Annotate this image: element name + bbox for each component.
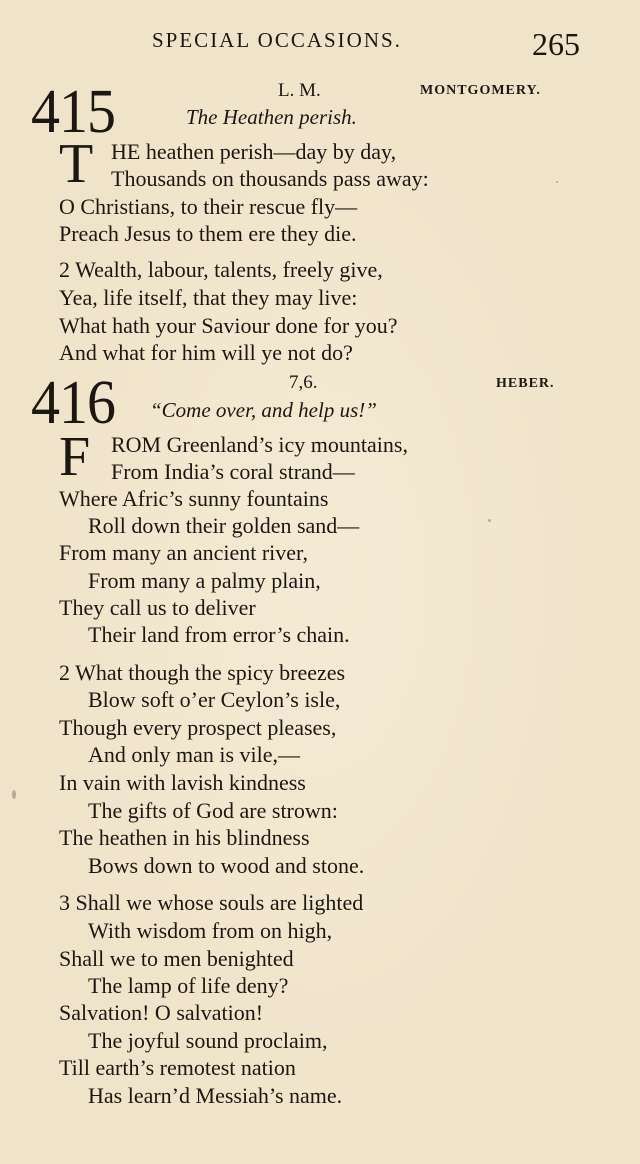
verse-line: Blow soft o’er Ceylon’s isle, <box>88 687 341 712</box>
hymn-title: The Heathen perish. <box>186 105 357 129</box>
verse-line: O Christians, to their rescue fly— <box>59 194 358 219</box>
verse-line: The joyful sound proclaim, <box>88 1028 328 1053</box>
verse-line: Has learn’d Messiah’s name. <box>88 1083 343 1108</box>
verse-line: The heathen in his blindness <box>59 825 310 850</box>
verse-line: Roll down their golden sand— <box>88 513 360 538</box>
ink-speck <box>488 519 491 522</box>
verse-line: Yea, life itself, that they may live: <box>59 285 358 310</box>
verse-line: Preach Jesus to them ere they die. <box>59 221 357 246</box>
hymn-number: 415 <box>31 75 115 146</box>
verse-line: The gifts of God are strown: <box>88 798 338 823</box>
verse-line: In vain with lavish kindness <box>59 770 306 795</box>
verse-line: From many a palmy plain, <box>88 568 321 593</box>
verse-line: From India’s coral strand— <box>111 459 355 484</box>
verse-line: 3 Shall we whose souls are lighted <box>59 890 364 915</box>
verse-line: And what for him will ye not do? <box>59 340 353 365</box>
verse-line: HE heathen perish—day by day, <box>111 139 397 164</box>
hymn-tune: MONTGOMERY. <box>420 83 541 98</box>
hymn-tune: HEBER. <box>496 376 555 391</box>
verse-line: 2 What though the spicy breezes <box>59 660 346 685</box>
verse-line: Where Afric’s sunny fountains <box>59 486 329 511</box>
verse-line: Till earth’s remotest nation <box>59 1055 296 1080</box>
verse-line: Though every prospect pleases, <box>59 715 337 740</box>
drop-cap: F <box>59 426 91 488</box>
running-head: SPECIAL OCCASIONS. <box>152 28 402 52</box>
hymn-title: “Come over, and help us!” <box>150 398 377 422</box>
verse-line: Thousands on thousands pass away: <box>111 166 429 191</box>
drop-cap: T <box>59 133 94 195</box>
verse-line: The lamp of life deny? <box>88 973 289 998</box>
ink-speck <box>556 181 558 183</box>
verse-line: ROM Greenland’s icy mountains, <box>111 432 408 457</box>
page-number: 265 <box>532 26 580 62</box>
hymn-meter: L. M. <box>278 80 321 101</box>
verse-line: They call us to deliver <box>59 595 256 620</box>
verse-line: With wisdom from on high, <box>88 918 333 943</box>
verse-line: Salvation! O salvation! <box>59 1000 264 1025</box>
verse-line: Shall we to men benighted <box>59 946 294 971</box>
ink-speck <box>12 790 16 799</box>
verse-line: What hath your Saviour done for you? <box>59 313 398 338</box>
verse-line: 2 Wealth, labour, talents, freely give, <box>59 257 383 282</box>
hymn-meter: 7,6. <box>289 372 318 393</box>
hymn-number: 416 <box>31 366 115 437</box>
verse-line: And only man is vile,— <box>88 742 301 767</box>
verse-line: Bows down to wood and stone. <box>88 853 365 878</box>
verse-line: Their land from error’s chain. <box>88 622 350 647</box>
verse-line: From many an ancient river, <box>59 540 308 565</box>
